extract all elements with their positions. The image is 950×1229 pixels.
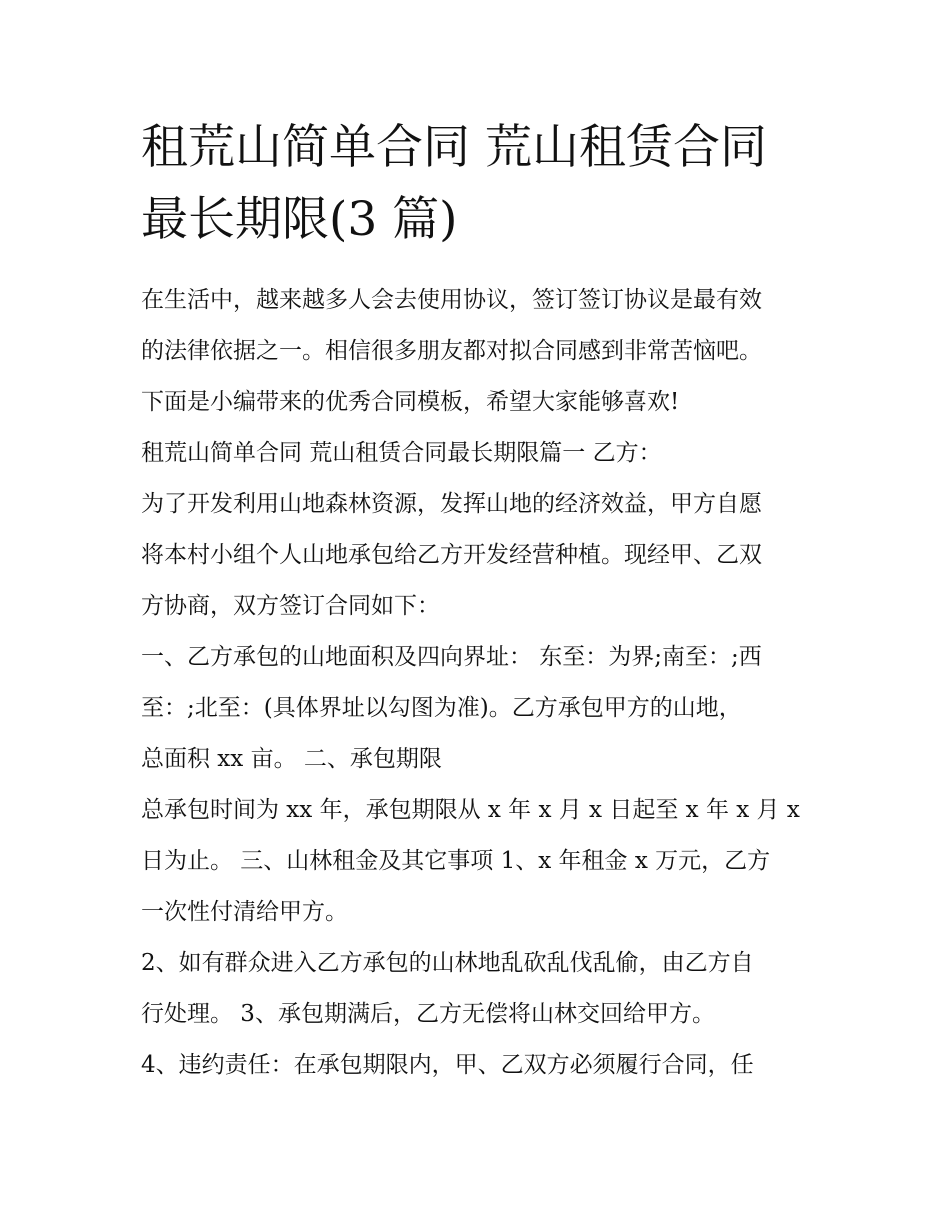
document-body <box>141 275 821 1091</box>
body-line: 总面积 xx 亩。 二、承包期限 <box>141 746 442 772</box>
body-line: 至：;北至：(具体界址以勾图为准)。乙方承包甲方的山地， <box>141 695 742 721</box>
body-line: 为了开发利用山地森林资源，发挥山地的经济效益，甲方自愿 <box>141 491 762 517</box>
body-line: 在生活中，越来越多人会去使用协议，签订签订协议是最有效 <box>141 287 762 313</box>
body-line: 的法律依据之一。相信很多朋友都对拟合同感到非常苦恼吧。 <box>141 338 762 364</box>
body-line: 总承包时间为 xx 年，承包期限从 x 年 x 月 x 日起至 x 年 x 月 x <box>141 797 800 823</box>
body-line: 行处理。 3、承包期满后，乙方无偿将山林交回给甲方。 <box>141 1001 715 1027</box>
body-line: 2、如有群众进入乙方承包的山林地乱砍乱伐乱偷，由乙方自 <box>141 950 754 976</box>
document-title <box>141 112 821 256</box>
body-line: 一、乙方承包的山地面积及四向界址： 东至：为界;南至：;西 <box>141 644 762 670</box>
body-line: 日为止。 三、山林租金及其它事项 1、x 年租金 x 万元，乙方 <box>141 848 771 874</box>
section-heading: 租荒山简单合同 荒山租赁合同最长期限篇一 乙方： <box>141 440 662 466</box>
body-line: 方协商，双方签订合同如下： <box>141 593 440 619</box>
body-line: 下面是小编带来的优秀合同模板，希望大家能够喜欢! <box>141 389 680 415</box>
body-line: 一次性付清给甲方。 <box>141 899 348 925</box>
body-line: 将本村小组个人山地承包给乙方开发经营种植。现经甲、乙双 <box>141 542 762 568</box>
document-content <box>141 112 821 1091</box>
body-line: 4、违约责任：在承包期限内，甲、乙双方必须履行合同，任 <box>141 1052 754 1078</box>
title-line-1: 租荒山简单合同 荒山租赁合同 <box>141 120 767 175</box>
title-line-2: 最长期限(3 篇) <box>141 192 458 247</box>
